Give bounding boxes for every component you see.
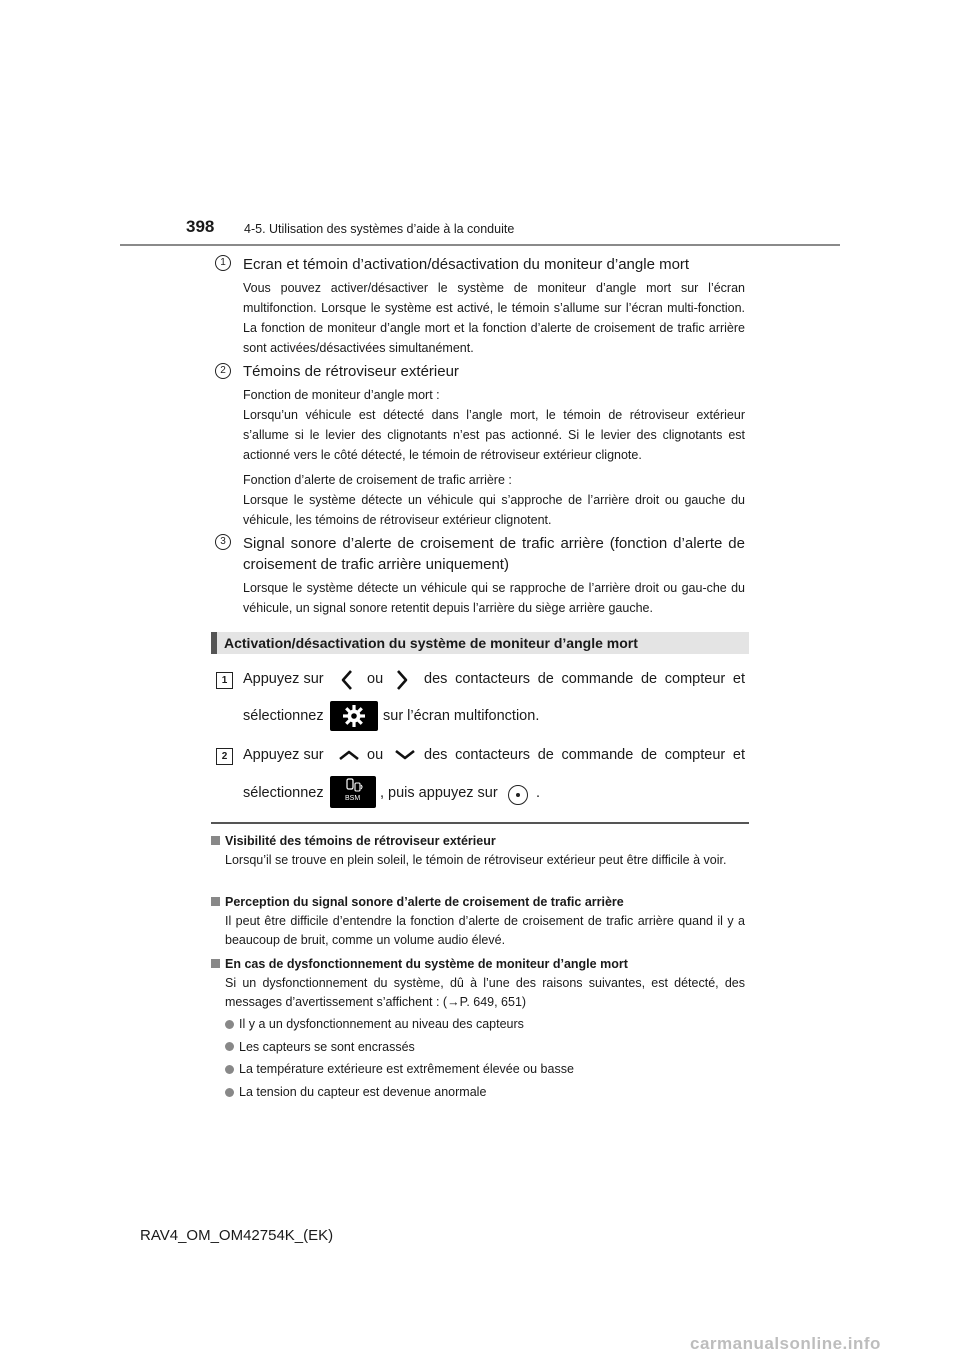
step2-text-c: sélectionnez (243, 785, 324, 801)
step2-text-ou: ou (367, 747, 384, 763)
bullet-item-2: Les capteurs se sont encrassés (239, 1040, 415, 1054)
item-body-2 (243, 385, 745, 530)
note-head-1: Visibilité des témoins de rétroviseur extérieur (225, 834, 496, 848)
step1-text-a: Appuyez sur (243, 671, 324, 687)
bullet-icon (225, 1020, 234, 1029)
note-head-2: Perception du signal sonore d’alerte de croisement de trafic arrière (225, 895, 624, 909)
step1-text-d: sur l’écran multifonction. (383, 708, 540, 724)
step2-text-a: Appuyez sur (243, 747, 324, 763)
note-body-1: Lorsqu’il se trouve en plein soleil, le témoin de rétroviseur extérieur peut être difficile à voir. (225, 853, 727, 867)
document-code: RAV4_OM_OM42754K_(EK) (140, 1227, 334, 1244)
item-number-1: 1 (215, 255, 231, 271)
watermark: carmanualsonline.info (690, 1334, 881, 1353)
item-3-paragraph: Lorsque le système détecte un véhicule qui se rapproche de l’arrière droit ou gau-che du véhicule, un signal sonore retentit depuis l’arrière du siège arrière gauche. (243, 581, 745, 615)
section-title: 4-5. Utilisation des systèmes d’aide à la conduite (244, 222, 515, 236)
step1-text-b: des contacteurs de commande de compteur et (424, 671, 745, 687)
note-square-icon (211, 959, 220, 968)
bsm-icon-label: BSM (345, 795, 361, 802)
chevron-down-icon (392, 746, 418, 764)
item-2-paragraph-2: Lorsqu’un véhicule est détecté dans l’angle mort, le témoin de rétroviseur extérieur s’allume si le levier des clignotants n’est pas actionné. Si le levier des clignotants est actionné vers le côté détecté, le témoin de rétroviseur extérieur clignote. (243, 408, 745, 462)
bullet-icon (225, 1065, 234, 1074)
step1-text-c: sélectionnez (243, 708, 324, 724)
item-2-paragraph-4: Lorsque le système détecte un véhicule qui s’approche de l’arrière droit ou gauche du véhicule, les témoins de rétroviseur extérieur clignotent. (243, 493, 745, 527)
step2-text-d: , puis appuyez sur (380, 785, 498, 801)
page-number: 398 (186, 217, 215, 236)
item-number-3: 3 (215, 534, 231, 550)
item-number-2: 2 (215, 363, 231, 379)
item-body-1 (243, 278, 745, 358)
settings-gear-icon (330, 701, 378, 731)
note-body-2: Il peut être difficile d’entendre la fonction d’alerte de croisement de trafic arrière quand il y a beaucoup de bruit, comme un volume audio élevé. (225, 914, 745, 947)
bsm-icon (330, 776, 376, 808)
note-square-icon (211, 897, 220, 906)
notes-divider (211, 822, 749, 824)
bullet-icon (225, 1088, 234, 1097)
ok-dot-icon (516, 793, 520, 797)
bullet-item-1: Il y a un dysfonctionnement au niveau des capteurs (239, 1017, 524, 1031)
step2-text-e: . (536, 785, 541, 801)
step-number-2: 2 (216, 748, 233, 765)
section-header-title: Activation/désactivation du système de moniteur d’angle mort (224, 635, 638, 651)
note-body-3: Si un dysfonctionnement du système, dû à l’une des raisons suivantes, est détecté, des messages d’avertissement s’affichent : (→P. 649, 651) (225, 976, 745, 1009)
note-head-3: En cas de dysfonctionnement du système de moniteur d’angle mort (225, 957, 628, 971)
step-number-1: 1 (216, 672, 233, 689)
item-2-paragraph-3: Fonction d’alerte de croisement de trafic arrière : (243, 473, 512, 487)
step2-text-b: des contacteurs de commande de compteur et (424, 747, 745, 763)
item-body-3 (243, 578, 745, 618)
item-title-1: Ecran et témoin d’activation/désactivation du moniteur d’angle mort (243, 256, 690, 273)
item-2-paragraph-1: Fonction de moniteur d’angle mort : (243, 388, 440, 402)
note-square-icon (211, 836, 220, 845)
chevron-up-icon (336, 746, 362, 764)
item-title-2: Témoins de rétroviseur extérieur (243, 363, 459, 380)
header-divider (120, 244, 840, 246)
bullet-item-3: La température extérieure est extrêmement élevée ou basse (239, 1062, 574, 1076)
chevron-right-icon (394, 668, 410, 692)
chevron-left-icon (339, 668, 355, 692)
bullet-item-4: La tension du capteur est devenue anormale (239, 1085, 487, 1099)
ok-button-icon (508, 785, 528, 805)
item-title-3: Signal sonore d’alerte de croisement de trafic arrière (fonction d’alerte de croisement de trafic arrière uniquement) (243, 535, 745, 573)
step1-text-ou: ou (367, 671, 384, 687)
item-1-paragraph: Vous pouvez activer/désactiver le système de moniteur d’angle mort sur l’écran multifonction. Lorsque le système est activé, le témoin s’allume sur l’écran multi-fonction. La fonction de moniteur d’angle mort et la fonction d’alerte de croisement de trafic arrière sont activées/désactivées simultanément. (243, 281, 745, 355)
bullet-icon (225, 1042, 234, 1051)
